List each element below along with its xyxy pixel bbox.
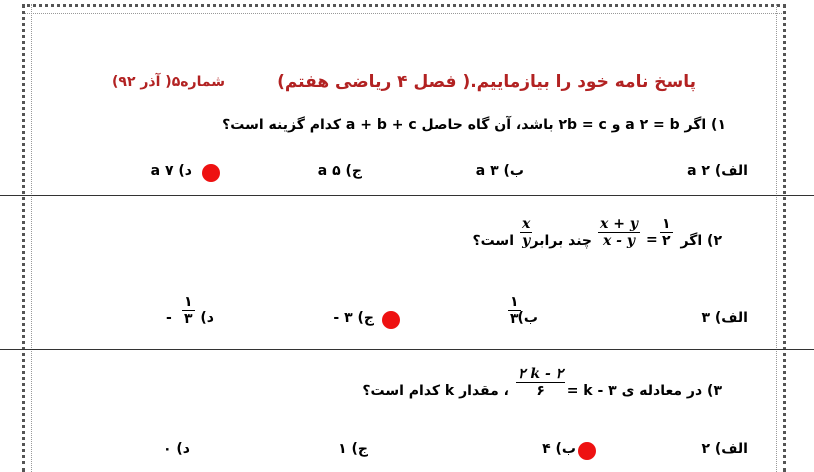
q2-fraction-3-denominator: y — [522, 233, 531, 249]
q2-middle-text: چند برابر — [530, 233, 592, 249]
q3-answer-mark — [578, 442, 596, 460]
q3-fraction — [516, 366, 565, 399]
q2-option-b-fraction — [508, 294, 521, 327]
q3-option-c[interactable]: ج) ۱ — [338, 441, 368, 457]
divider-2 — [0, 349, 814, 350]
q2-fraction-2-numerator: x + y — [600, 216, 638, 232]
q2-equals: = — [646, 232, 658, 248]
q2-suffix: است؟ — [472, 233, 514, 249]
question-1-text: ۱) اگر a ۲ = b و ۲b = c باشد، آن گاه حاصل a + b + c کدام گزینه است؟ — [222, 117, 726, 133]
q2-option-d-sign: - — [166, 310, 172, 326]
q3-fraction-numerator: ۲ k - ۲ — [518, 366, 564, 382]
q1-option-a[interactable]: الف) a ۲ — [687, 163, 748, 179]
page-border-top — [22, 4, 786, 14]
q3-option-d[interactable]: د) ۰ — [162, 441, 190, 457]
page-border-left — [22, 4, 32, 472]
page-border-right — [776, 4, 786, 472]
q2-option-d-denominator: ۳ — [184, 311, 193, 327]
q2-option-d-fraction — [182, 294, 195, 327]
q2-fraction-1-numerator: ۱ — [662, 216, 671, 232]
q3-fraction-denominator: ۶ — [536, 383, 545, 399]
q2-fraction-1-denominator: ۲ — [662, 233, 671, 249]
q1-option-b[interactable]: ب) a ۳ — [475, 163, 524, 179]
q2-option-d-numerator: ۱ — [184, 294, 193, 310]
divider-1 — [0, 195, 814, 196]
q2-fraction-2 — [598, 216, 640, 249]
question-3-prefix: ۳) در معادله ی ۳ - k = — [566, 383, 722, 399]
q2-option-b[interactable]: ب) — [517, 310, 538, 326]
q2-option-b-numerator: ۱ — [510, 294, 519, 310]
q2-answer-mark — [382, 311, 400, 329]
q1-option-c[interactable]: ج) a ۵ — [317, 163, 362, 179]
q2-option-b-denominator: ۳ — [510, 311, 519, 327]
q3-option-b[interactable]: ب) ۴ — [542, 441, 576, 457]
q2-option-c[interactable]: ج) ۳ - — [333, 310, 374, 326]
q2-fraction-3-numerator: x — [522, 216, 531, 232]
q1-option-d[interactable]: د) a ۷ — [150, 163, 192, 179]
q2-fraction-1 — [660, 216, 673, 249]
q2-fraction-2-denominator: x - y — [602, 233, 635, 249]
issue-number: شماره۵( آذر ۹۲) — [112, 74, 225, 90]
q3-option-a[interactable]: الف) ۲ — [701, 441, 748, 457]
q2-option-a[interactable]: الف) ۳ — [701, 310, 748, 326]
question-2-prefix: ۲) اگر — [680, 233, 722, 249]
q3-suffix: ، مقدار k کدام است؟ — [362, 383, 509, 399]
worksheet-title: پاسخ نامه خود را بیازماییم.( فصل ۴ ریاضی هفتم) — [277, 72, 696, 92]
q2-option-d[interactable]: د) — [200, 310, 214, 326]
q1-answer-mark — [202, 164, 220, 182]
q2-fraction-3 — [520, 216, 532, 249]
